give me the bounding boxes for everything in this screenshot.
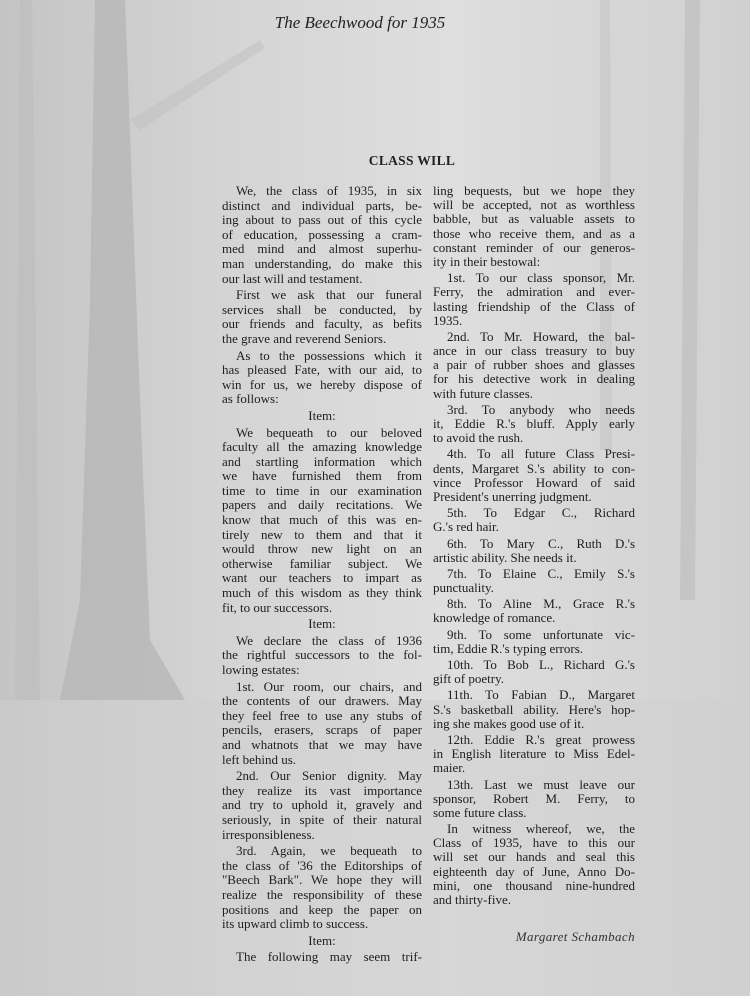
text-line: to avoid the rush. xyxy=(433,430,524,446)
text-line: sponsor, Robert M. Ferry, to xyxy=(433,790,635,806)
text-line: with future classes. xyxy=(433,385,534,401)
paragraph xyxy=(433,658,635,686)
text-line: gift of poetry. xyxy=(433,671,504,687)
text-line: maier. xyxy=(433,760,466,776)
paragraph xyxy=(222,634,422,678)
text-line: will set our hands and seal this xyxy=(433,849,635,865)
paragraph xyxy=(433,733,635,776)
text-line: med mind and almost superhu- xyxy=(222,241,422,257)
paragraph xyxy=(433,271,635,328)
text-line: constant reminder of our generos- xyxy=(433,239,635,255)
text-line: 4th. To all future Class Presi- xyxy=(447,446,635,462)
text-line: the class of '36 the Editorships of xyxy=(222,857,422,873)
text-line: eighteenth day of June, Anno Do- xyxy=(433,863,635,879)
text-line: Item: xyxy=(308,932,336,948)
text-line: 10th. To Bob L., Richard G.'s xyxy=(447,657,635,672)
paragraph xyxy=(222,769,422,842)
text-line: they realize its vast importance xyxy=(222,782,422,798)
text-line: In witness whereof, we, the xyxy=(447,821,635,837)
paragraph xyxy=(433,778,635,821)
text-line: Item: xyxy=(308,407,336,423)
text-line: 1st. To our class sponsor, Mr. xyxy=(447,270,635,286)
text-line: they feel free to use any stubs of xyxy=(222,707,422,723)
page-header-title: The Beechwood for 1935 xyxy=(274,13,446,32)
text-line: tim, Eddie R.'s typing errors. xyxy=(433,640,584,656)
text-line: 11th. To Fabian D., Margaret xyxy=(447,687,635,703)
text-line: it, Eddie R.'s bluff. Apply early xyxy=(433,416,635,431)
paragraph xyxy=(433,597,635,625)
text-line: lasting friendship of the Class of xyxy=(433,298,635,314)
text-line: 2nd. To Mr. Howard, the bal- xyxy=(447,328,635,344)
text-line: 6th. To Mary C., Ruth D.'s xyxy=(447,535,635,551)
text-line: G.'s red hair. xyxy=(433,519,499,535)
text-line: a pair of rubber shoes and glasses xyxy=(433,357,635,373)
text-line: the contents of our drawers. May xyxy=(222,693,422,709)
item-heading xyxy=(222,409,422,424)
item-heading xyxy=(222,934,422,949)
paragraph xyxy=(433,822,635,907)
text-line: "Beech Bark". We hope they will xyxy=(222,872,422,888)
text-line: our last will and testament. xyxy=(222,270,363,286)
paragraph xyxy=(222,680,422,768)
text-line: papers and daily recitations. We xyxy=(222,497,422,513)
text-line: 13th. Last we must leave our xyxy=(447,776,635,792)
text-line: its upward climb to success. xyxy=(222,916,369,932)
paragraph xyxy=(433,688,635,731)
text-line: The following may seem trif- xyxy=(236,949,422,965)
text-line: realize the responsibility of these xyxy=(222,886,422,902)
text-line: 3rd. To anybody who needs xyxy=(447,401,635,417)
text-column-left xyxy=(222,182,422,965)
text-line: 9th. To some unfortunate vic- xyxy=(447,626,635,642)
article-heading: CLASS WILL xyxy=(368,153,456,168)
text-line: fit, to our successors. xyxy=(222,599,333,615)
text-line: 7th. To Elaine C., Emily S.'s xyxy=(447,565,635,581)
paragraph xyxy=(433,184,635,269)
paragraph xyxy=(222,349,422,407)
text-line: and try to uphold it, gravely and xyxy=(222,797,422,813)
text-line: left behind us. xyxy=(222,751,297,767)
text-line: 2nd. Our Senior dignity. May xyxy=(236,768,422,784)
paragraph xyxy=(222,426,422,616)
text-line: ing about to pass out of this cycle xyxy=(222,212,422,228)
text-line: 1935. xyxy=(433,312,463,328)
text-line: and whatnots that we may have xyxy=(222,736,422,752)
text-line: President's unerring judgment. xyxy=(433,488,592,504)
text-line: distinct and individual parts, be- xyxy=(222,197,422,213)
text-line: punctuality. xyxy=(433,580,494,596)
paragraph xyxy=(433,537,635,565)
text-line: As to the possessions which it xyxy=(236,347,422,363)
text-line: has pleased Fate, with our aid, to xyxy=(222,362,422,378)
paragraph xyxy=(433,330,635,401)
text-line: will be accepted, not as worthless xyxy=(433,197,635,213)
paragraph xyxy=(433,628,635,656)
text-line: our friends and faculty, as befits xyxy=(222,316,422,332)
text-line: of education, possessing a cram- xyxy=(222,226,422,242)
text-line: would throw new light on an xyxy=(222,541,422,557)
text-line: some future class. xyxy=(433,804,527,820)
text-line: 12th. Eddie R.'s great prowess xyxy=(447,731,635,747)
paragraph xyxy=(433,567,635,595)
text-line: ing she makes good use of it. xyxy=(433,715,585,731)
text-line: win for us, we hereby dispose of xyxy=(222,376,422,392)
text-line: artistic ability. She needs it. xyxy=(433,549,577,565)
text-line: and thirty-five. xyxy=(433,892,511,907)
text-line: the grave and reverend Seniors. xyxy=(222,330,387,346)
text-line: those who receive them, and as a xyxy=(433,225,635,241)
paragraph xyxy=(222,844,422,932)
paragraph xyxy=(433,506,635,534)
text-line: tirely new to them and that it xyxy=(222,526,422,542)
text-line: vince Professor Howard of said xyxy=(433,474,635,490)
paragraph xyxy=(222,288,422,346)
text-line: for his detective work in dealing xyxy=(433,371,635,387)
text-line: We bequeath to our beloved xyxy=(236,424,422,440)
text-line: S.'s basketball ability. Here's hop- xyxy=(433,701,635,717)
text-line: First we ask that our funeral xyxy=(236,287,422,303)
paragraph xyxy=(433,403,635,446)
text-line: Class of 1935, have to this our xyxy=(433,835,635,851)
text-column-right xyxy=(433,182,635,907)
text-line: mini, one thousand nine-hundred xyxy=(433,877,635,893)
text-line: 1st. Our room, our chairs, and xyxy=(236,678,422,694)
text-line: pencils, erasers, scraps of paper xyxy=(222,722,422,738)
text-line: services shall be conducted, by xyxy=(222,301,422,317)
text-line: babble, but as valuable assets to xyxy=(433,211,635,227)
text-line: as follows: xyxy=(222,391,279,407)
text-line: We, the class of 1935, in six xyxy=(236,183,422,198)
text-line: ling bequests, but we hope they xyxy=(433,183,635,198)
text-line: 5th. To Edgar C., Richard xyxy=(447,505,635,521)
text-line: seriously, in spite of their natural xyxy=(222,811,422,827)
paragraph xyxy=(222,950,422,965)
text-line: dents, Margaret S.'s ability to con- xyxy=(433,460,635,476)
text-line: we have furnished them from xyxy=(222,468,422,484)
text-line: We declare the class of 1936 xyxy=(236,632,422,648)
text-line: faculty all the amazing knowledge xyxy=(222,439,422,455)
paragraph xyxy=(433,447,635,504)
text-line: lowing estates: xyxy=(222,662,300,677)
text-line: positions and keep the paper on xyxy=(222,901,422,917)
text-line: want our teachers to impart as xyxy=(222,570,422,586)
text-line: irresponsibleness. xyxy=(222,826,315,842)
text-line: much of this wisdom as they think xyxy=(222,585,422,601)
text-line: the rightful successors to the fol- xyxy=(222,647,422,663)
text-line: otherwise familiar subject. We xyxy=(222,555,422,571)
text-line: Item: xyxy=(308,616,336,632)
text-line: 3rd. Again, we bequeath to xyxy=(236,843,422,859)
text-line: knowledge of romance. xyxy=(433,610,556,626)
text-line: and startling information which xyxy=(222,453,422,469)
author-signature: Margaret Schambach xyxy=(515,929,635,944)
text-line: 8th. To Aline M., Grace R.'s xyxy=(447,596,635,612)
item-heading xyxy=(222,617,422,632)
text-line: ance in our class treasury to buy xyxy=(433,343,635,359)
text-line: Ferry, the admiration and ever- xyxy=(433,284,635,300)
paragraph xyxy=(222,184,422,286)
text-line: know that much of this was en- xyxy=(222,512,422,528)
text-line: ity in their bestowal: xyxy=(433,253,541,269)
text-line: man understanding, do make this xyxy=(222,255,422,271)
text-line: time to time in our examination xyxy=(222,482,422,498)
text-line: in English literature to Miss Edel- xyxy=(433,746,635,762)
